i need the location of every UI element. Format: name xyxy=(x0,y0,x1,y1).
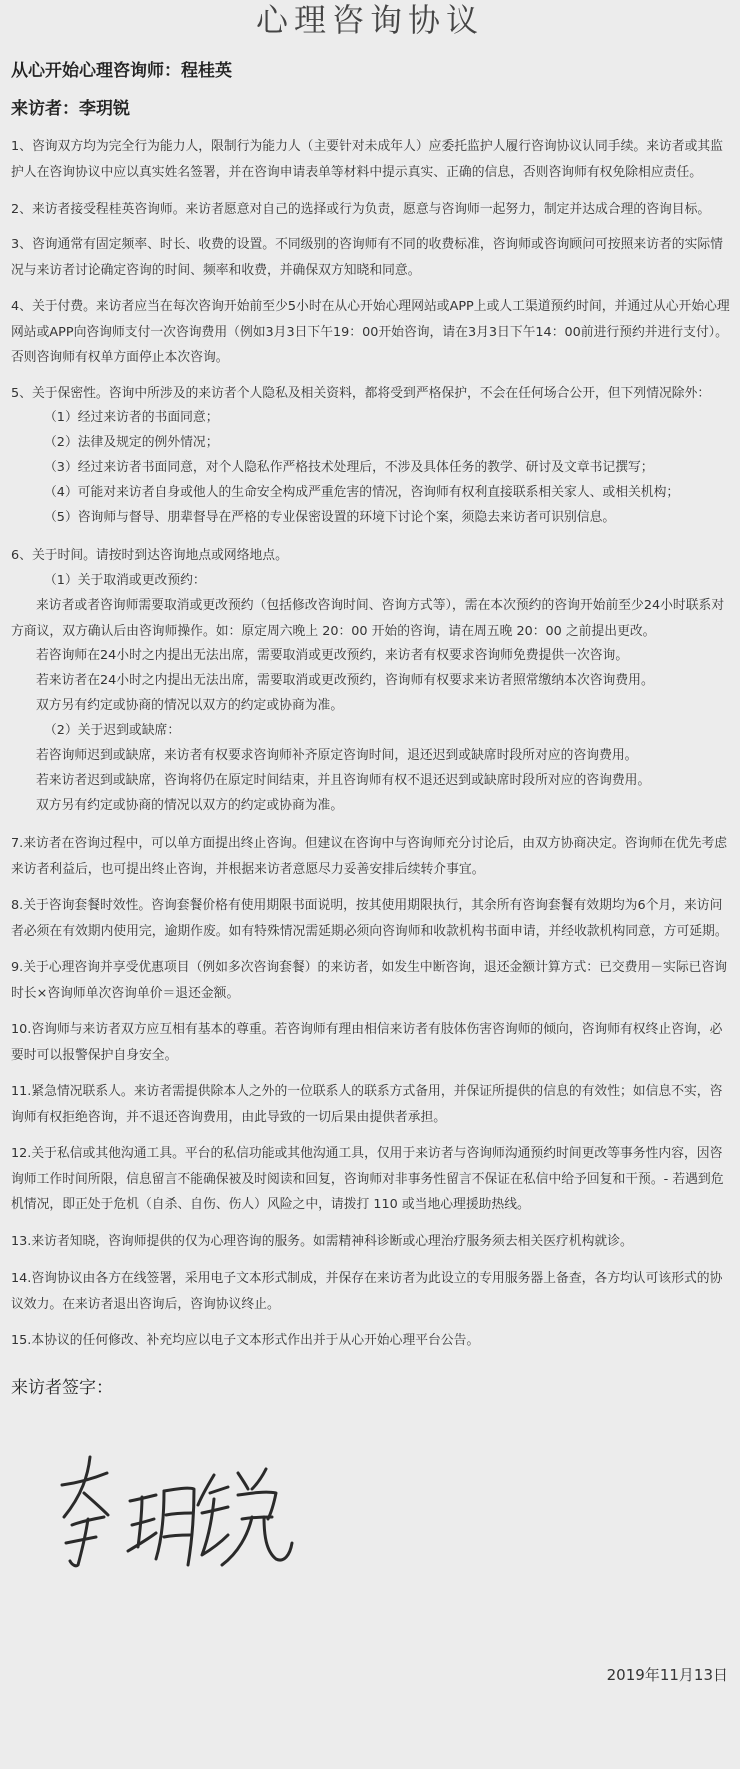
clause-5-item-5: （5）咨询师与督导、朋辈督导在严格的专业保密设置的环境下讨论个案，须隐去来访者可识别信息。 xyxy=(44,510,616,525)
document-title: 心理咨询协议 xyxy=(255,1,484,39)
clause-6-sub-1-text-b: 若咨询师在24小时之内提出无法出席，需要取消或更改预约，来访者有权要求咨询师免费提供一次咨询。 xyxy=(36,648,629,663)
clause-13: 13.来访者知晓，咨询师提供的仅为心理咨询的服务。如需精神科诊断或心理治疗服务须去相关医疗机构就诊。 xyxy=(11,1234,633,1249)
clause-5-item-2: （2）法律及规定的例外情况； xyxy=(44,435,219,450)
clause-5-item-4: （4）可能对来访者自身或他人的生命安全构成严重危害的情况，咨询师有权利直接联系相关家人、或相关机构； xyxy=(44,485,680,500)
clause-5-item-1: （1）经过来访者的书面同意； xyxy=(44,410,219,425)
clause-6-sub-1-text-d: 双方另有约定或协商的情况以双方的约定或协商为准。 xyxy=(36,698,344,713)
clause-10: 10.咨询师与来访者双方应互相有基本的尊重。若咨询师有理由相信来访者有肢体伤害咨询师的倾向，咨询师有权终止咨询，必要时可以报警保护自身安全。 xyxy=(11,1022,723,1063)
signature-label: 来访者签字： xyxy=(11,1378,113,1398)
clause-4: 4、关于付费。来访者应当在每次咨询开始前至少5小时在从心开始心理网站或APP上或人工渠道预约时间，并通过从心开始心理网站或APP向咨询师支付一次咨询费用（例如3月3日下午19：00开始咨询，请在3月3日下午14：00前进行预约并进行支付）。否则咨询师有权单方面停止本次咨询。 xyxy=(11,299,730,365)
clause-11: 11.紧急情况联系人。来访者需提供除本人之外的一位联系人的联系方式备用，并保证所提供的信息的有效性；如信息不实，咨询师有权拒绝咨询，并不退还咨询费用，由此导致的一切后果由提供者承担。 xyxy=(11,1084,723,1125)
clause-6-sub-1: （1）关于取消或更改预约： xyxy=(44,573,206,588)
clause-8: 8.关于咨询套餐时效性。咨询套餐价格有使用期限书面说明，按其使用期限执行，其余所有咨询套餐有效期均为6个月，来访问者必须在有效期内使用完，逾期作废。如有特殊情况需延期必须向咨询师和收款机构书面申请，并经收款机构同意，方可延期。 xyxy=(11,898,728,939)
clause-5-item-3: （3）经过来访者书面同意，对个人隐私作严格技术处理后，不涉及具体任务的教学、研讨及文章书记撰写； xyxy=(44,460,654,475)
clause-6: 6、关于时间。请按时到达咨询地点或网络地点。 xyxy=(11,548,288,563)
clause-2: 2、来访者接受程桂英咨询师。来访者愿意对自己的选择或行为负责，愿意与咨询师一起努力，制定并达成合理的咨询目标。 xyxy=(11,202,711,217)
clause-15: 15.本协议的任何修改、补充均应以电子文本形式作出并于从心开始心理平台公告。 xyxy=(11,1333,480,1348)
clause-12: 12.关于私信或其他沟通工具。平台的私信功能或其他沟通工具，仅用于来访者与咨询师沟通预约时间更改等事务性内容，因咨询师工作时间所限，信息留言不能确保被及时阅读和回复，咨询师对非事务性留言不保证在私信中给予回复和干预。- 若遇到危机情况，即正处于危机（自杀、自伤、伤人）风险之中，请拨打 110 或当地心理援助热线。 xyxy=(11,1146,724,1212)
client-heading: 来访者：李玥锐 xyxy=(11,99,130,119)
clause-6-sub-2: （2）关于迟到或缺席： xyxy=(44,723,181,738)
clause-9: 9.关于心理咨询并享受优惠项目（例如多次咨询套餐）的来访者，如发生中断咨询，退还金额计算方式：已交费用－实际已咨询时长×咨询师单次咨询单价＝退还金额。 xyxy=(11,960,728,1001)
clause-6-sub-1-text-c: 若来访者在24小时之内提出无法出席，需要取消或更改预约，咨询师有权要求来访者照常缴纳本次咨询费用。 xyxy=(36,673,654,688)
clause-6-sub-1-text-a: 来访者或者咨询师需要取消或更改预约（包括修改咨询时间、咨询方式等），需在本次预约的咨询开始前至少24小时联系对方商议，双方确认后由咨询师操作。如：原定周六晚上 20：00 开始的咨询，请在周五晚 20：00 之前提出更改。 xyxy=(11,598,725,639)
handwritten-signature xyxy=(52,1455,302,1575)
clause-5: 5、关于保密性。咨询中所涉及的来访者个人隐私及相关资料，都将受到严格保护，不会在任何场合公开，但下列情况除外： xyxy=(11,386,711,401)
signature-date: 2019年11月13日 xyxy=(606,1666,728,1684)
clause-6-sub-2-text-a: 若咨询师迟到或缺席，来访者有权要求咨询师补齐原定咨询时间，退还迟到或缺席时段所对应的咨询费用。 xyxy=(36,748,638,763)
clause-6-sub-2-text-b: 若来访者迟到或缺席，咨询将仍在原定时间结束，并且咨询师有权不退还迟到或缺席时段所对应的咨询费用。 xyxy=(36,773,651,788)
counselor-heading: 从心开始心理咨询师：程桂英 xyxy=(11,61,232,81)
clause-14: 14.咨询协议由各方在线签署，采用电子文本形式制成，并保存在来访者为此设立的专用服务器上备查，各方均认可该形式的协议效力。在来访者退出咨询后，咨询协议终止。 xyxy=(11,1271,723,1312)
clause-3: 3、咨询通常有固定频率、时长、收费的设置。不同级别的咨询师有不同的收费标准，咨询师或咨询顾问可按照来访者的实际情况与来访者讨论确定咨询的时间、频率和收费，并确保双方知晓和同意。 xyxy=(11,237,723,278)
clause-6-sub-2-text-c: 双方另有约定或协商的情况以双方的约定或协商为准。 xyxy=(36,798,344,813)
clause-7: 7.来访者在咨询过程中，可以单方面提出终止咨询。但建议在咨询中与咨询师充分讨论后，由双方协商决定。咨询师在优先考虑来访者利益后，也可提出终止咨询，并根据来访者意愿尽力妥善安排后续转介事宜。 xyxy=(11,836,728,877)
clause-1: 1、咨询双方均为完全行为能力人，限制行为能力人（主要针对未成年人）应委托监护人履行咨询协议认同手续。来访者或其监护人在咨询协议中应以真实姓名签署，并在咨询申请表单等材料中提示真实、正确的信息，否则咨询师有权免除相应责任。 xyxy=(11,139,723,180)
